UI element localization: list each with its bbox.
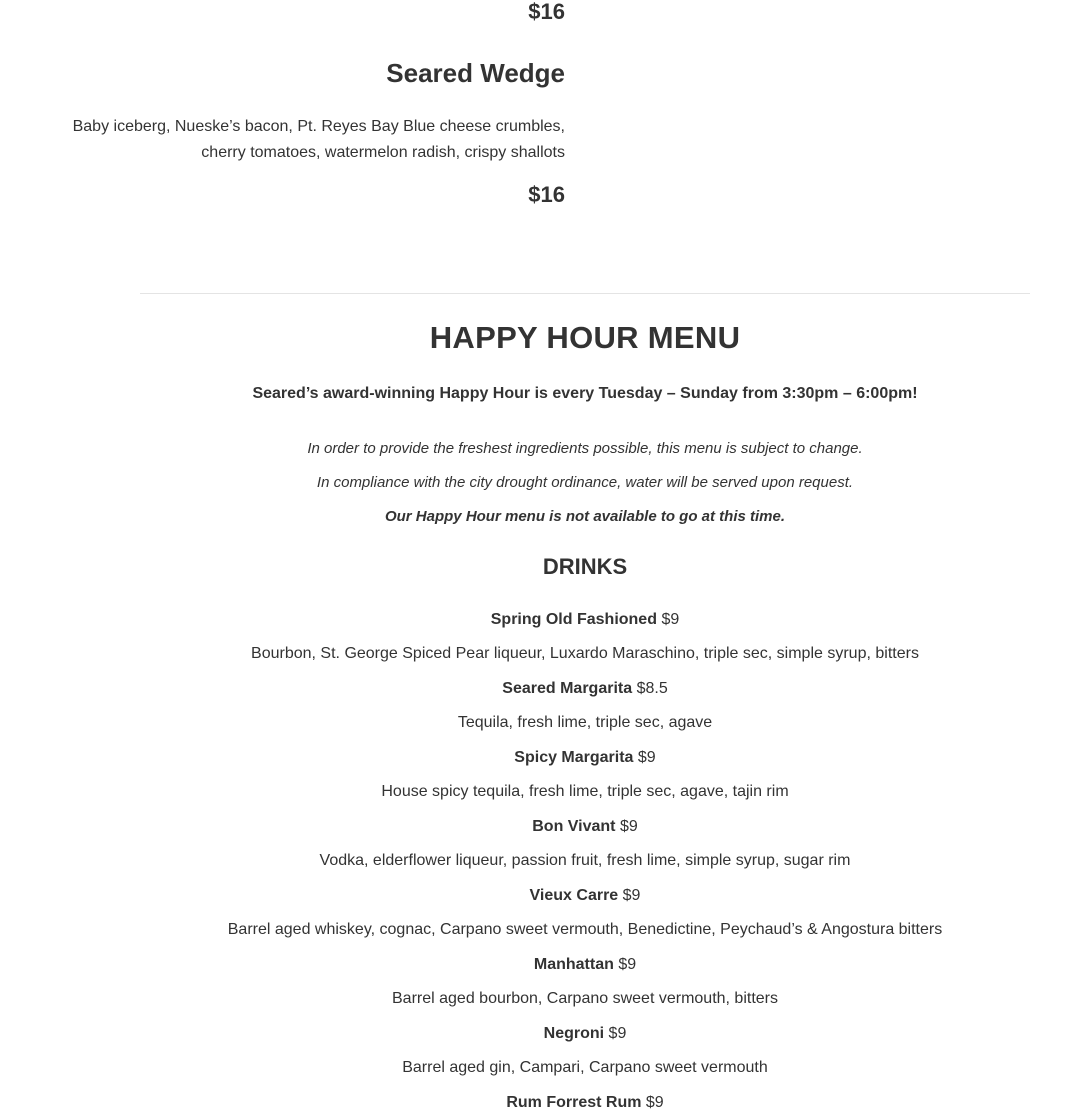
drinks-heading: DRINKS [542,554,628,579]
drink-description: Tequila, fresh lime, triple sec, agave [457,714,713,731]
to-go-note: Our Happy Hour menu is not available to go at this time. [384,508,786,525]
drink-description: Bourbon, St. George Spiced Pear liqueur, Luxardo Maraschino, triple sec, simple syrup, bitters [251,645,919,662]
drink-description: Vodka, elderflower liqueur, passion fruit, fresh lime, simple syrup, sugar rim [319,852,851,869]
drink-price: $9 [637,749,656,766]
happy-hour-title: HAPPY HOUR MENU [429,320,741,355]
drink-item [100,678,1070,700]
drink-item [100,816,1070,838]
menu-item-description: Baby iceberg, Nueske’s bacon, Pt. Reyes Bay Blue cheese crumbles, cherry tomatoes, watermelon radish, crispy shallots [72,118,565,161]
menu-change-note: In order to provide the freshest ingredients possible, this menu is subject to change. [307,440,863,457]
drink-item [100,1023,1070,1045]
drink-price: $9 [661,611,680,628]
drink-description: Barrel aged gin, Campari, Carpano sweet vermouth [402,1059,768,1076]
drink-name: Rum Forrest Rum [506,1094,642,1111]
drink-name: Negroni [543,1025,605,1042]
drink-name: Bon Vivant [532,818,616,835]
drink-name: Spring Old Fashioned [490,611,657,628]
drink-item [100,609,1070,631]
drink-price: $9 [618,956,637,973]
drink-item [100,954,1070,976]
drink-description: Barrel aged bourbon, Carpano sweet vermouth, bitters [392,990,778,1007]
drink-name: Vieux Carre [529,887,619,904]
drink-price: $9 [608,1025,627,1042]
water-policy-note: In compliance with the city drought ordinance, water will be served upon request. [316,474,854,491]
drink-name: Manhattan [533,956,614,973]
menu-item-price: $16 [528,182,565,207]
drink-price: $9 [619,818,638,835]
section-divider [140,293,1030,294]
drink-item [100,1092,1070,1114]
menu-item-title: Seared Wedge [386,58,565,88]
drink-name: Spicy Margarita [514,749,634,766]
drink-price: $9 [622,887,641,904]
drink-price: $9 [645,1094,664,1111]
happy-hour-schedule: Seared’s award-winning Happy Hour is every Tuesday – Sunday from 3:30pm – 6:00pm! [252,385,918,402]
drink-description: Barrel aged whiskey, cognac, Carpano sweet vermouth, Benedictine, Peychaud’s & Angostura bitters [227,921,943,938]
drink-description: House spicy tequila, fresh lime, triple sec, agave, tajin rim [381,783,789,800]
drink-item [100,885,1070,907]
previous-item-price: $16 [528,0,565,24]
drink-item [100,747,1070,769]
drink-name: Seared Margarita [502,680,633,697]
drink-price: $8.5 [636,680,668,697]
